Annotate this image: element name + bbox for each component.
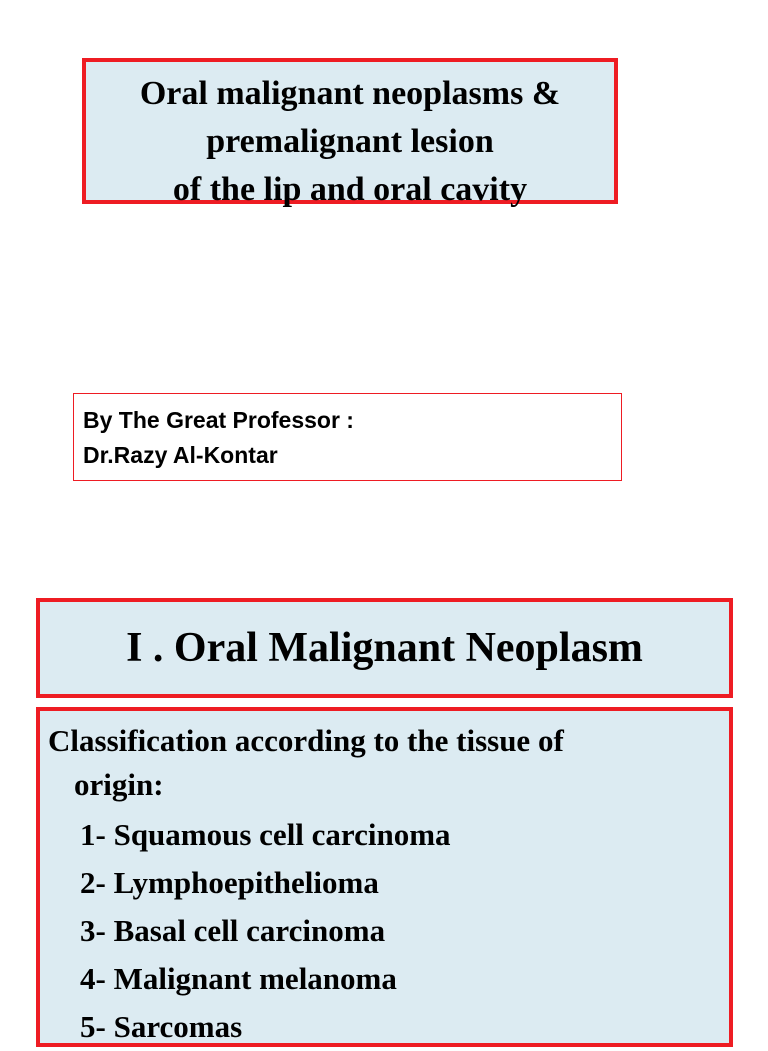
title-line: premalignant lesion	[206, 123, 494, 160]
classification-intro-cont: origin:	[74, 767, 164, 802]
list-item: 3- Basal cell carcinoma	[80, 913, 386, 948]
author-name: Dr.Razy Al-Kontar	[83, 442, 278, 468]
list-item: 2- Lymphoepithelioma	[80, 865, 379, 900]
author-credit: By The Great Professor :	[83, 407, 354, 433]
classification-intro: Classification according to the tissue of	[48, 723, 564, 758]
list-item: 5- Sarcomas	[80, 1009, 243, 1044]
list-item: 1- Squamous cell carcinoma	[80, 817, 451, 852]
section-heading-box	[36, 598, 733, 698]
title-line: of the lip and oral cavity	[172, 171, 528, 208]
title-line: Oral malignant neoplasms &	[139, 75, 561, 112]
section-heading: I . Oral Malignant Neoplasm	[126, 625, 643, 671]
classification-box	[36, 707, 733, 1047]
list-item: 4- Malignant melanoma	[80, 961, 397, 996]
author-box	[73, 393, 622, 481]
title-box	[82, 58, 618, 208]
